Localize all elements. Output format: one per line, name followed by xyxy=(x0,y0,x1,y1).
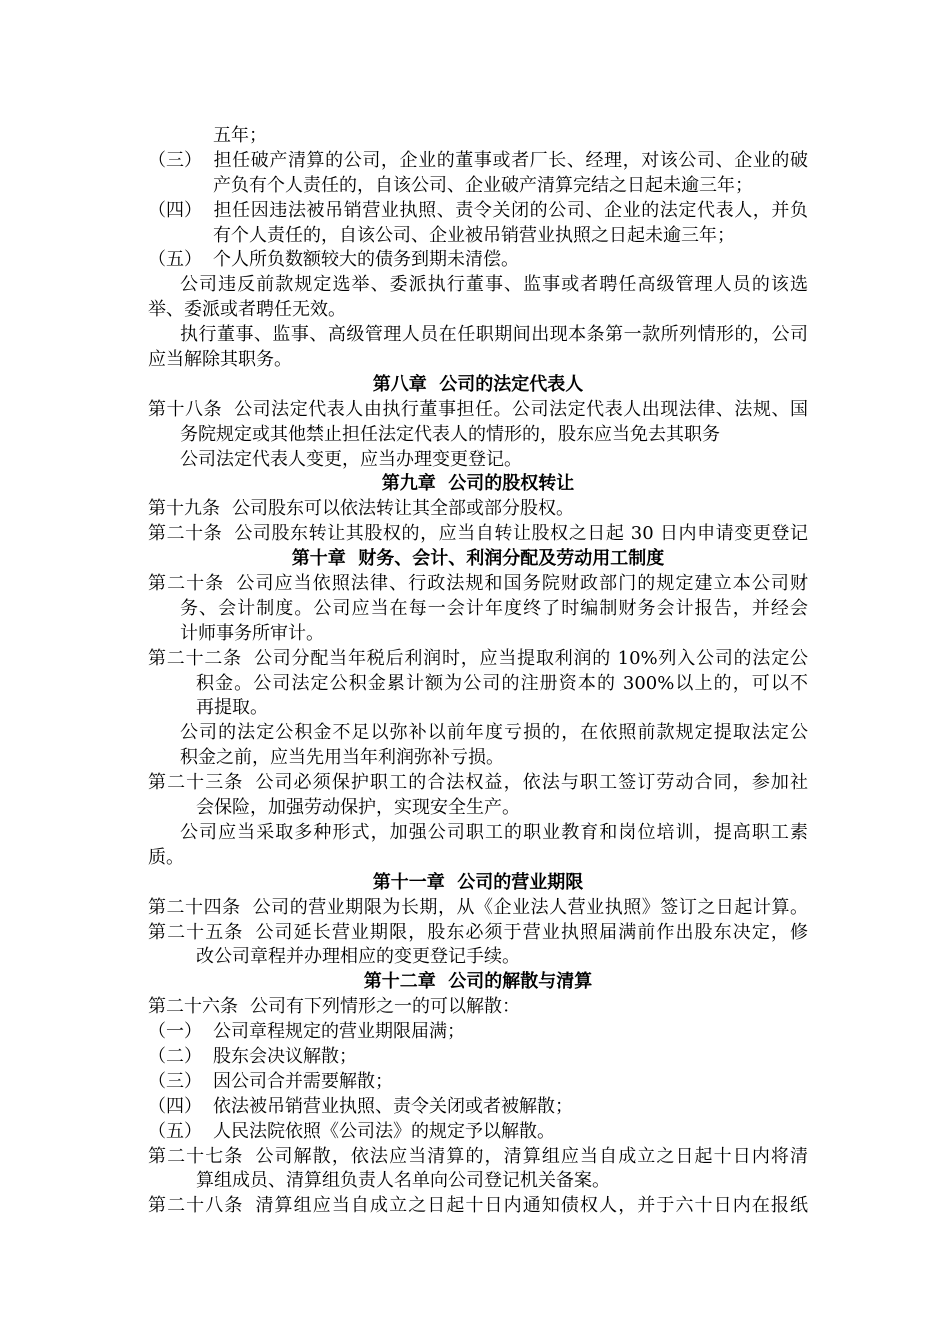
article-line: 改公司章程并办理相应的变更登记手续。 xyxy=(196,946,520,968)
article-text: 公司延长营业期限，股东必须于营业执照届满前作出股东决定，修 xyxy=(255,921,809,943)
article-text: 公司分配当年税后利润时，应当提取利润的 10%列入公司的法定公 xyxy=(253,647,808,669)
chapter-heading: 第九章 公司的股权转让 xyxy=(381,473,575,495)
article-first-line xyxy=(148,921,808,946)
list-item-label: （四） xyxy=(148,199,202,221)
carryover-line: 五年； xyxy=(213,125,267,146)
article xyxy=(148,398,808,473)
article-first-line xyxy=(148,995,808,1020)
list-item-text: 担任因违法被吊销营业执照、责令关闭的公司、企业的法定代表人，并负 xyxy=(213,199,808,221)
list-item-text: 依法被吊销营业执照、责令关闭或者被解散； xyxy=(213,1095,573,1117)
article-text: 清算组应当自成立之日起十日内通知债权人，并于六十日内在报纸 xyxy=(255,1195,809,1217)
chapter-heading: 第八章 公司的法定代表人 xyxy=(372,373,584,395)
article-text: 公司必须保护职工的合法权益，依法与职工签订劳动合同，参加社 xyxy=(255,772,809,794)
article-text: 公司股东转让其股权的，应当自转让股权之日起 30 日内申请变更登记 xyxy=(234,523,808,545)
paragraph-line: 公司的法定公积金不足以弥补以前年度亏损的，在依照前款规定提取法定公 xyxy=(180,722,808,744)
article-number: 第十八条 xyxy=(148,398,223,420)
article xyxy=(148,1145,808,1195)
list-item-label: （四） xyxy=(148,1095,202,1117)
article-first-line xyxy=(148,896,808,921)
list-item xyxy=(148,149,808,199)
list-item xyxy=(148,1095,808,1120)
article xyxy=(148,896,808,921)
list-item-label: （一） xyxy=(148,1021,202,1043)
article-first-line xyxy=(148,522,808,547)
article-number: 第二十条 xyxy=(148,573,225,595)
article xyxy=(148,647,808,771)
article-first-line xyxy=(148,1194,808,1219)
list-item xyxy=(148,248,808,273)
article-number: 第二十二条 xyxy=(148,647,242,669)
chapter xyxy=(148,472,808,547)
chapter xyxy=(148,970,808,1219)
article-number: 第二十三条 xyxy=(148,772,244,794)
chapter xyxy=(148,373,808,473)
chapter-heading: 第十一章 公司的营业期限 xyxy=(372,871,584,893)
article-text: 公司有下列情形之一的可以解散： xyxy=(250,996,520,1018)
article-line: 积金。公司法定公积金累计额为公司的注册资本的 300%以上的，可以不 xyxy=(196,672,808,694)
list-item-text: 因公司合并需要解散； xyxy=(213,1070,393,1092)
article-first-line xyxy=(148,572,808,597)
list-item-text: 产负有个人责任的，自该公司、企业破产清算完结之日起未逾三年； xyxy=(213,174,753,196)
paragraph-line: 积金之前，应当先用当年利润弥补亏损。 xyxy=(180,747,504,769)
chapter-heading: 第十二章 公司的解散与清算 xyxy=(363,971,593,993)
article-first-line xyxy=(148,771,808,796)
list-item-line xyxy=(148,149,808,174)
article-number: 第二十六条 xyxy=(148,996,238,1018)
article-text: 公司解散，依法应当清算的，清算组应当自成立之日起十日内将清 xyxy=(255,1145,809,1167)
paragraph xyxy=(148,323,808,373)
document-body xyxy=(148,124,808,1219)
article-text: 公司应当依照法律、行政法规和国务院财政部门的规定建立本公司财 xyxy=(236,573,809,595)
article-first-line xyxy=(148,497,808,522)
article-first-line xyxy=(148,398,808,423)
article-first-line xyxy=(148,647,808,672)
list-item xyxy=(148,199,808,249)
list-item xyxy=(148,1045,808,1070)
paragraph-line: 公司应当采取多种形式，加强公司职工的职业教育和岗位培训，提高职工素 xyxy=(180,821,808,843)
list-item-line xyxy=(148,248,808,273)
article xyxy=(148,771,808,871)
paragraph-line: 执行董事、监事、高级管理人员在任职期间出现本条第一款所列情形的，公司 xyxy=(180,324,808,346)
article-line: 算组成员、清算组负责人名单向公司登记机关备案。 xyxy=(196,1170,610,1192)
article-line: 务、会计制度。公司应当在每一会计年度终了时编制财务会计报告，并经会 xyxy=(180,597,808,619)
list-item-text: 公司章程规定的营业期限届满； xyxy=(213,1021,465,1043)
article-text: 公司法定代表人由执行董事担任。公司法定代表人出现法律、法规、国 xyxy=(234,398,809,420)
article-first-line xyxy=(148,1145,808,1170)
list-item-text: 有个人责任的，自该公司、企业被吊销营业执照之日起未逾三年； xyxy=(213,224,735,246)
list-item-label: （三） xyxy=(148,1070,202,1092)
list-item-text: 担任破产清算的公司，企业的董事或者厂长、经理，对该公司、企业的破 xyxy=(213,149,808,171)
article xyxy=(148,572,808,647)
list-item-label: （五） xyxy=(148,249,202,271)
list-item-label: （五） xyxy=(148,1120,202,1142)
list-item-text: 股东会决议解散； xyxy=(213,1045,357,1067)
article-number: 第二十五条 xyxy=(148,921,244,943)
list-item-line xyxy=(148,199,808,224)
list-item xyxy=(148,1120,808,1145)
article-line: 务院规定或其他禁止担任法定代表人的情形的，股东应当免去其职务 xyxy=(180,423,720,445)
article xyxy=(148,921,808,971)
paragraph-line: 应当解除其职务。 xyxy=(148,349,292,371)
article-number: 第二十条 xyxy=(148,523,223,545)
article-line: 计师事务所审计。 xyxy=(180,622,324,644)
article xyxy=(148,1194,808,1219)
chapter xyxy=(148,547,808,871)
paragraph-line: 质。 xyxy=(148,846,184,868)
paragraph-line: 举、委派或者聘任无效。 xyxy=(148,299,346,321)
list-item-label: （三） xyxy=(148,149,202,171)
article xyxy=(148,522,808,547)
article-number: 第二十八条 xyxy=(148,1195,244,1217)
paragraph-line: 公司违反前款规定选举、委派执行董事、监事或者聘任高级管理人员的该选 xyxy=(180,274,808,296)
list-item-text: 个人所负数额较大的债务到期未清偿。 xyxy=(213,249,519,271)
article-text: 公司的营业期限为长期，从《企业法人营业执照》签订之日起计算。 xyxy=(252,896,809,918)
chapter xyxy=(148,871,808,971)
article xyxy=(148,497,808,522)
article-number: 第十九条 xyxy=(148,498,220,520)
article-number: 第二十四条 xyxy=(148,896,241,918)
article xyxy=(148,995,808,1144)
article-number: 第二十七条 xyxy=(148,1145,244,1167)
chapter-heading: 第十章 财务、会计、利润分配及劳动用工制度 xyxy=(291,548,665,570)
list-item xyxy=(148,1020,808,1045)
list-item-label: （二） xyxy=(148,1045,202,1067)
article-line: 再提取。 xyxy=(196,697,268,719)
paragraph-line: 公司法定代表人变更，应当办理变更登记。 xyxy=(180,448,522,470)
paragraph xyxy=(148,273,808,323)
article-line: 会保险，加强劳动保护，实现安全生产。 xyxy=(196,797,520,819)
article-text: 公司股东可以依法转让其全部或部分股权。 xyxy=(232,498,574,520)
list-item-text: 人民法院依照《公司法》的规定予以解散。 xyxy=(213,1120,555,1142)
list-item xyxy=(148,1070,808,1095)
